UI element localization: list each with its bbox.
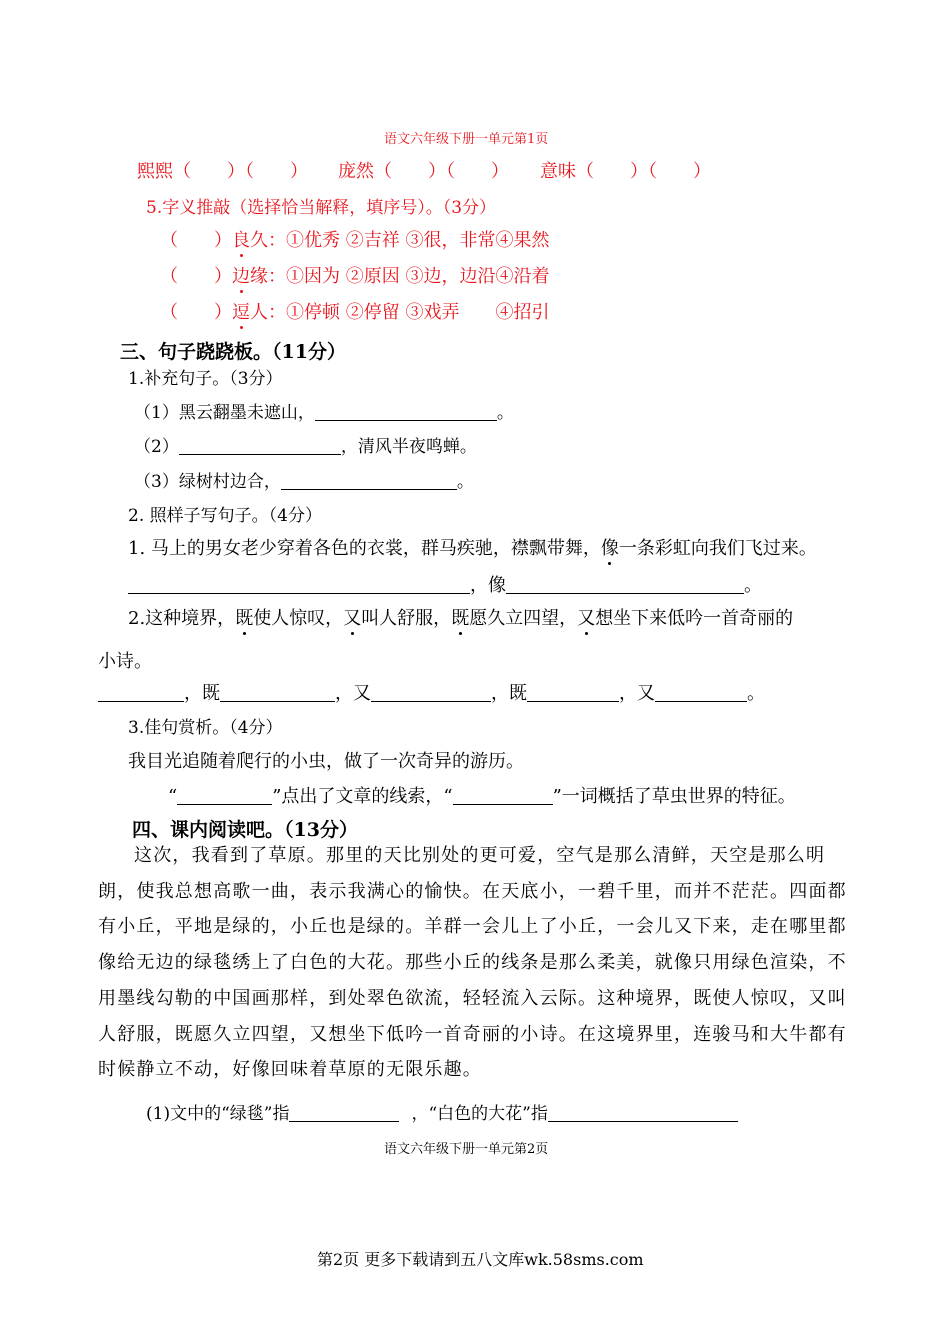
- example-text: 愿久立四望，: [469, 608, 578, 629]
- dotted-char: 良: [232, 230, 250, 251]
- question-text: ，“白色的大花”指: [411, 1104, 548, 1124]
- section3-title: 三、句子跷跷板。（11分）: [120, 341, 346, 363]
- s3-q3-answer-line: [168, 782, 796, 808]
- line-text: 。: [744, 575, 762, 596]
- s3-q1-item-3: [134, 467, 474, 492]
- sentence-text: （2）: [134, 437, 179, 457]
- dotted-char: 边: [232, 266, 250, 287]
- line-text: ，像: [470, 575, 506, 596]
- q5-item-3: [160, 298, 549, 324]
- answer-blank[interactable]: [98, 683, 184, 702]
- example-text: 一条彩虹向我们飞过来。: [618, 538, 817, 559]
- answer-blank[interactable]: [177, 786, 272, 805]
- answer-blank[interactable]: [371, 683, 491, 702]
- s3-q2-example-2: [128, 604, 793, 630]
- dotted-char: 既: [451, 608, 470, 629]
- item-text: 久：①优秀 ②吉祥 ③很，非常④果然: [250, 230, 550, 251]
- sentence-text: 。: [456, 472, 474, 492]
- example-text: 使人惊叹，: [253, 608, 344, 629]
- page-header: 语文六年级下册一单元第1页: [384, 132, 549, 147]
- answer-blank[interactable]: [315, 402, 497, 421]
- answer-bracket[interactable]: （ ）: [160, 230, 232, 251]
- answer-blank[interactable]: [548, 1103, 738, 1122]
- dotted-char: 逗: [232, 302, 250, 323]
- line-text: “: [168, 786, 178, 807]
- question-text: (1)文中的“绿毯”指: [146, 1104, 290, 1124]
- s4-q1: [146, 1099, 738, 1124]
- page-footer: 语文六年级下册一单元第2页: [384, 1142, 549, 1157]
- sentence-text: （3）绿树村边合，: [134, 472, 281, 492]
- s3-q1-item-2: [134, 432, 477, 457]
- answer-blank[interactable]: [655, 683, 747, 702]
- section4-title: 四、课内阅读吧。（13分）: [132, 819, 358, 841]
- answer-blank[interactable]: [281, 471, 457, 490]
- line-text: ，又: [619, 683, 655, 704]
- line-text: 。: [747, 683, 765, 704]
- word-yiwei: 意味（ ）（ ）: [540, 161, 711, 182]
- answer-bracket[interactable]: （ ）: [160, 302, 232, 323]
- item-text: 缘：①因为 ②原因 ③边，边沿④沿着: [250, 266, 550, 287]
- line-text: ，既: [491, 683, 527, 704]
- answer-blank[interactable]: [289, 1103, 399, 1122]
- s3-q2-example-2-cont: 小诗。: [98, 651, 152, 672]
- answer-blank[interactable]: [506, 575, 744, 594]
- s3-q2-example-1: [128, 534, 817, 560]
- s3-q2-title: 2. 照样子写句子。（4分）: [128, 506, 322, 526]
- answer-blank[interactable]: [453, 786, 553, 805]
- s3-q1-title: 1.补充句子。（3分）: [128, 369, 283, 389]
- line-text: ，既: [184, 683, 220, 704]
- example-text: 叫人舒服，: [361, 608, 452, 629]
- q5-item-2: [160, 262, 549, 288]
- q5-item-1: [160, 226, 549, 252]
- sentence-text: 。: [496, 403, 514, 423]
- example-text: 2.这种境界，: [128, 608, 236, 629]
- sentence-text: ，清风半夜鸣蝉。: [340, 437, 477, 457]
- answer-blank[interactable]: [128, 575, 470, 594]
- example-text: 想坐下来低吟一首奇丽的: [595, 608, 794, 629]
- line-text: ”点出了文章的线索，“: [272, 786, 453, 807]
- answer-blank[interactable]: [220, 683, 335, 702]
- example-text: 1. 马上的男女老少穿着各色的衣裳，群马疾驰，襟飘带舞，: [128, 538, 601, 559]
- dotted-char: 又: [577, 608, 596, 629]
- item-text: 人：①停顿 ②停留 ③戏弄 ④招引: [250, 302, 550, 323]
- answer-blank[interactable]: [179, 436, 341, 455]
- s3-q3-title: 3.佳句赏析。（4分）: [128, 718, 283, 738]
- dotted-char: 既: [235, 608, 254, 629]
- s3-q1-item-1: [134, 398, 514, 423]
- word-xixi: 熙熙（ ）（ ）: [137, 161, 308, 182]
- line-text: ”一词概括了草虫世界的特征。: [552, 786, 796, 807]
- dotted-char: 像: [600, 538, 619, 559]
- s3-q2-answer-line-1: [128, 571, 762, 597]
- sentence-text: （1）黑云翻墨未遮山，: [134, 403, 315, 423]
- line-text: ，又: [335, 683, 371, 704]
- reading-passage: 这次，我看到了草原。那里的天比别处的更可爱，空气是那么清鲜，天空是那么明朗，使我总想高歌一曲，表示我满心的愉快。在天底小，一碧千里，而并不茫茫。四面都有小丘，平地是绿的，小丘也是绿的。羊群一会儿上了小丘，一会儿又下来，走在哪里都像给无边的绿毯绣上了白色的大花。那些小丘的线条是那么柔美，就像只用绿色渲染，不用墨线勾勒的中国画那样，到处翠色欲流，轻轻流入云际。这种境界，既使人惊叹，又叫人舒服，既愿久立四望，又想坐下低吟一首奇丽的小诗。在这境界里，连骏马和大牛都有时候静立不动，好像回味着草原的无限乐趣。: [98, 845, 847, 1081]
- answer-blank[interactable]: [527, 683, 619, 702]
- s3-q3-sentence: 我目光追随着爬行的小虫，做了一次奇异的游历。: [128, 751, 524, 772]
- word-pangran: 庞然（ ）（ ）: [338, 161, 509, 182]
- answer-bracket[interactable]: （ ）: [160, 266, 232, 287]
- q5-title: 5.字义推敲（选择恰当解释，填序号）。（3分）: [146, 198, 497, 218]
- dotted-char: 又: [343, 608, 362, 629]
- site-footer: 第2页 更多下载请到五八文库wk.58sms.com: [317, 1250, 644, 1269]
- s3-q2-answer-line-2: [98, 679, 765, 705]
